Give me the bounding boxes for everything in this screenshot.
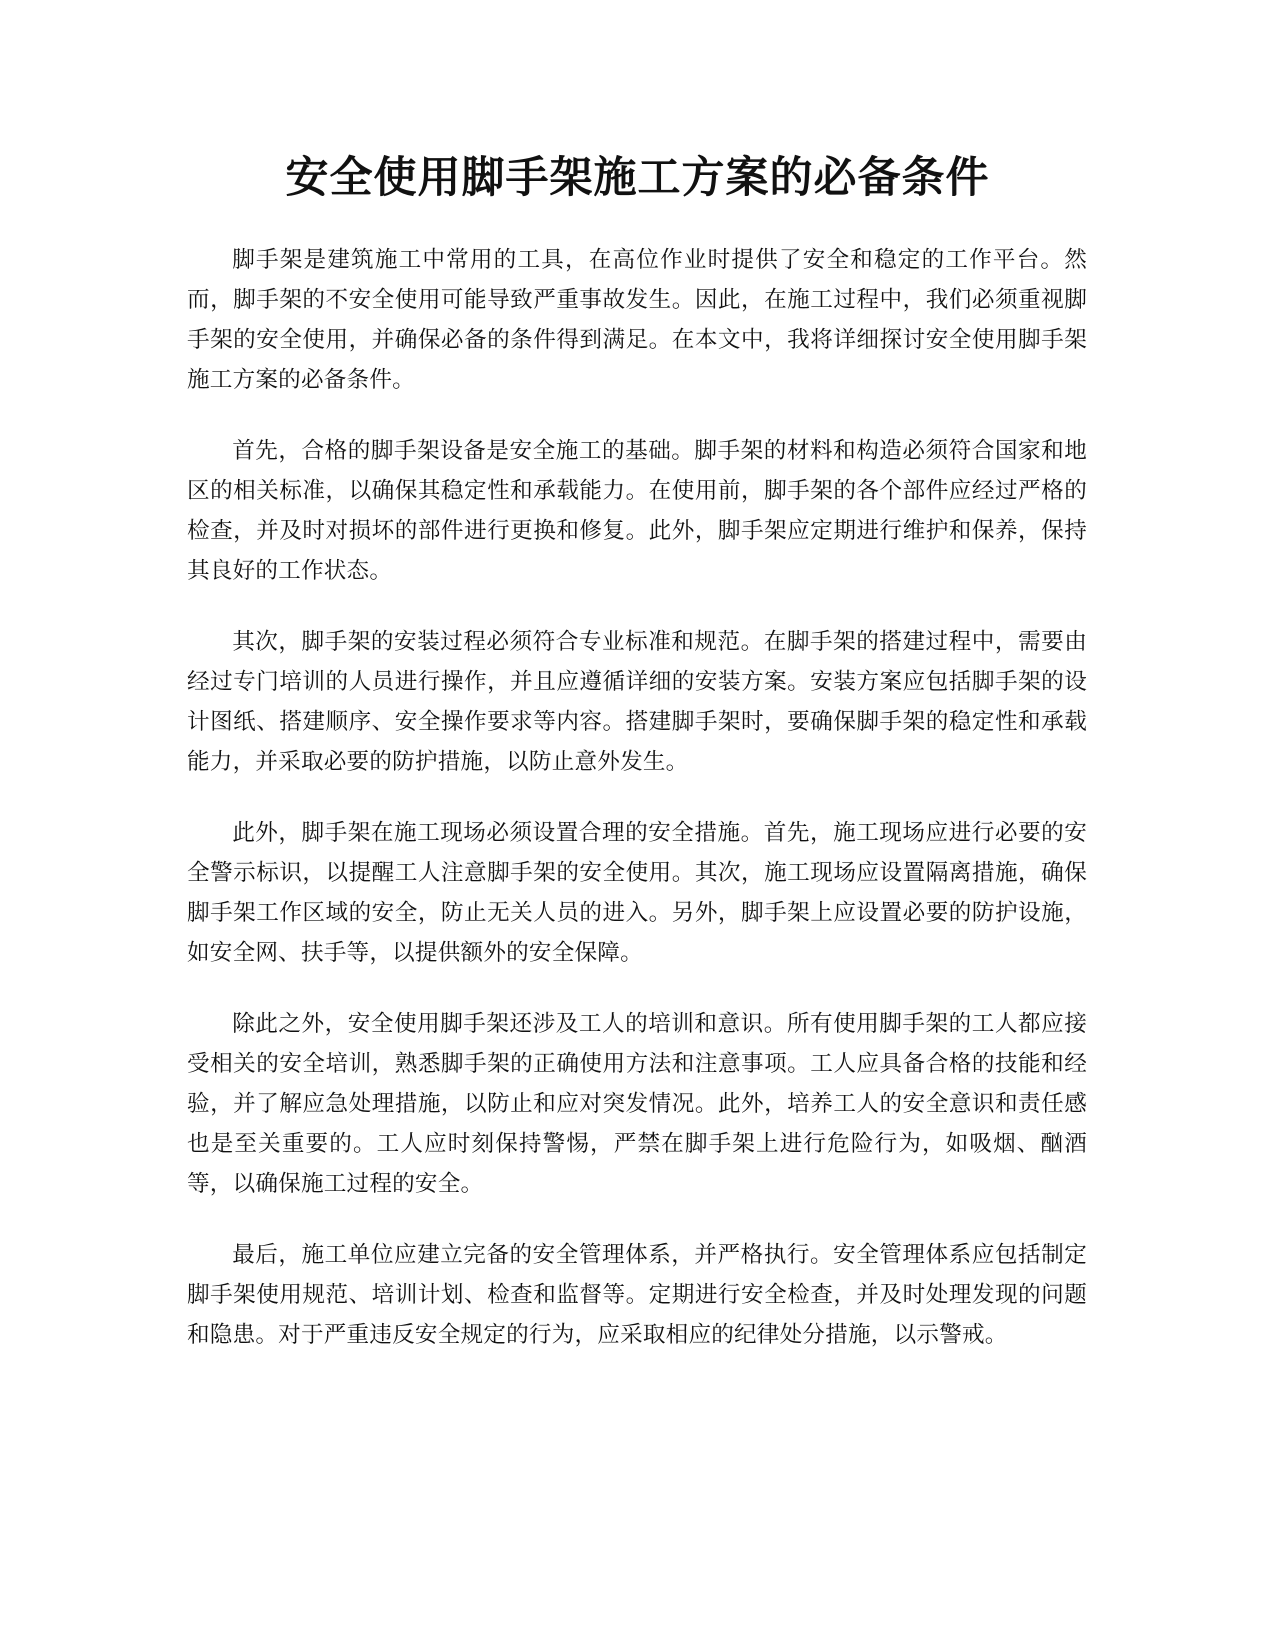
paragraph-intro: 脚手架是建筑施工中常用的工具，在高位作业时提供了安全和稳定的工作平台。然而，脚手架的不安全使用可能导致严重事故发生。因此，在施工过程中，我们必须重视脚手架的安全使用，并确保必备的条件得到满足。在本文中，我将详细探讨安全使用脚手架施工方案的必备条件。	[187, 247, 1087, 393]
paragraph-training: 除此之外，安全使用脚手架还涉及工人的培训和意识。所有使用脚手架的工人都应接受相关的安全培训，熟悉脚手架的正确使用方法和注意事项。工人应具备合格的技能和经验，并了解应急处理措施，以防止和应对突发情况。此外，培养工人的安全意识和责任感也是至关重要的。工人应时刻保持警惕，严禁在脚手架上进行危险行为，如吸烟、酗酒等，以确保施工过程的安全。	[187, 1011, 1087, 1197]
paragraph-site-measures: 此外，脚手架在施工现场必须设置合理的安全措施。首先，施工现场应进行必要的安全警示标识，以提醒工人注意脚手架的安全使用。其次，施工现场应设置隔离措施，确保脚手架工作区域的安全，防止无关人员的进入。另外，脚手架上应设置必要的防护设施，如安全网、扶手等，以提供额外的安全保障。	[187, 820, 1087, 966]
paragraph-installation: 其次，脚手架的安装过程必须符合专业标准和规范。在脚手架的搭建过程中，需要由经过专门培训的人员进行操作，并且应遵循详细的安装方案。安装方案应包括脚手架的设计图纸、搭建顺序、安全操作要求等内容。搭建脚手架时，要确保脚手架的稳定性和承载能力，并采取必要的防护措施，以防止意外发生。	[187, 629, 1087, 775]
document-title: 安全使用脚手架施工方案的必备条件	[285, 153, 990, 203]
paragraph-equipment: 首先，合格的脚手架设备是安全施工的基础。脚手架的材料和构造必须符合国家和地区的相关标准，以确保其稳定性和承载能力。在使用前，脚手架的各个部件应经过严格的检查，并及时对损坏的部件进行更换和修复。此外，脚手架应定期进行维护和保养，保持其良好的工作状态。	[187, 438, 1087, 584]
document-body	[187, 240, 1087, 1386]
paragraph-management: 最后，施工单位应建立完备的安全管理体系，并严格执行。安全管理体系应包括制定脚手架使用规范、培训计划、检查和监督等。定期进行安全检查，并及时处理发现的问题和隐患。对于严重违反安全规定的行为，应采取相应的纪律处分措施，以示警戒。	[187, 1242, 1087, 1348]
